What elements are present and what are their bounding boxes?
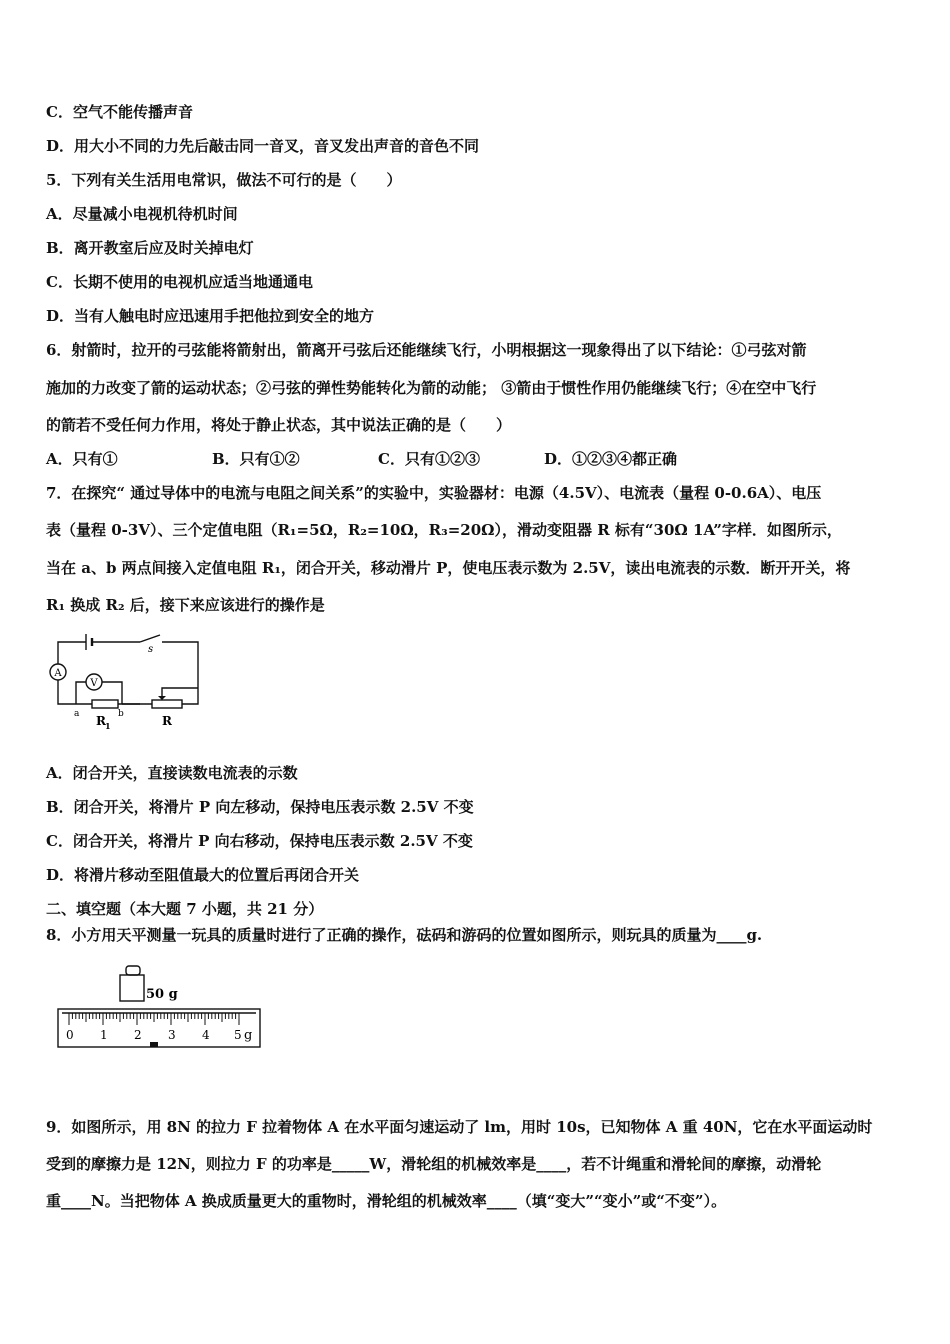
q7-stem-line4: R₁ 换成 R₂ 后，接下来应该进行的操作是 [46,596,325,614]
circuit-diagram [44,628,204,738]
q6-stem-line3: 的箭若不受任何力作用，将处于静止状态，其中说法正确的是（ ） [46,416,512,434]
tick-label-1: 1 [100,1028,108,1042]
weight-label: 50 g [146,987,178,1002]
ammeter-label: A [54,668,62,679]
q5-stem: 5．下列有关生活用电常识，做法不可行的是（ ） [46,171,402,189]
rheostat-body [152,700,182,708]
q9-stem-line2: 受到的摩擦力是 12N，则拉力 F 的功率是_____W，滑轮组的机械效率是____，若不计绳重和滑轮间的摩擦，动滑轮 [46,1155,822,1173]
q7-option-d: D．将滑片移动至阻值最大的位置后再闭合开关 [46,866,360,884]
voltmeter-label: V [90,678,98,689]
tick-label-0: 0 [66,1028,74,1042]
beam-outer [58,1009,260,1047]
q4-option-d: D．用大小不同的力先后敲击同一音叉，音叉发出声音的音色不同 [46,137,480,155]
q6-option-c: C．只有①②③ [378,450,480,468]
tick-label-5: 5 [234,1028,242,1042]
q6-option-b: B．只有①② [212,450,300,468]
tick-label-2: 2 [134,1028,142,1042]
point-b-label: b [118,709,124,719]
rheostat-label: R [162,714,172,728]
q7-stem-line1: 7．在探究“ 通过导体中的电流与电阻之间关系”的实验中，实验器材：电源（4.5V）、电流表（量程 0-0.6A）、电压 [46,484,822,502]
q7-option-a: A．闭合开关，直接读数电流表的示数 [46,764,298,782]
q6-stem-line2: 施加的力改变了箭的运动状态；②弓弦的弹性势能转化为箭的动能； ③箭由于惯性作用仍能继续飞行；④在空中飞行 [46,379,817,397]
wire-top-right [162,642,198,688]
switch-label: s [148,644,154,655]
weight-body [120,975,144,1001]
unit-label: g [244,1028,253,1043]
tick-marks [69,1013,239,1025]
q5-option-a: A．尽量减小电视机待机时间 [46,205,238,223]
point-a-label: a [74,709,80,719]
switch-blade [140,635,160,642]
q7-option-c: C．闭合开关，将滑片 P 向右移动，保持电压表示数 2.5V 不变 [46,832,473,850]
slider-wire [162,688,198,698]
balance-svg [52,962,264,1052]
q9-stem-line3: 重____N。当把物体 A 换成质量更大的重物时，滑轮组的机械效率____（填“变大”“变小”或“不变”）。 [46,1192,727,1210]
q6-option-a: A．只有① [46,450,118,468]
q7-stem-line2: 表（量程 0-3V）、三个定值电阻（R₁=5Ω，R₂=10Ω，R₃=20Ω），滑动变阻器 R 标有“30Ω 1A”字样．如图所示， [46,521,842,539]
balance-scale-figure [52,962,264,1052]
q5-option-d: D．当有人触电时应迅速用手把他拉到安全的地方 [46,307,375,325]
r1-subscript: 1 [105,721,111,731]
q9-stem-line1: 9．如图所示，用 8N 的拉力 F 拉着物体 A 在水平面匀速运动了 lm，用时 10s，已知物体 A 重 40N，它在水平面运动时 [46,1118,873,1136]
q7-stem-line3: 当在 a、b 两点间接入定值电阻 R₁，闭合开关，移动滑片 P，使电压表示数为 2.5V，读出电流表的示数．断开开关，将 [46,559,851,577]
wire-right-return [182,688,198,704]
q6-stem-line1: 6．射箭时，拉开的弓弦能将箭射出，箭离开弓弦后还能继续飞行，小明根据这一现象得出了以下结论：①弓弦对箭 [46,341,807,359]
q8-stem: 8．小方用天平测量一玩具的质量时进行了正确的操作，砝码和游码的位置如图所示，则玩具的质量为____g. [46,926,763,944]
r1-label: R [96,714,106,728]
q6-option-d: D．①②③④都正确 [544,450,678,468]
tick-label-4: 4 [202,1028,210,1042]
section-2-title: 二、填空题（本大题 7 小题，共 21 分） [46,900,324,918]
wire-top-left [58,642,86,664]
q5-option-c: C．长期不使用的电视机应适当地通通电 [46,273,313,291]
resistor-r1 [92,700,118,708]
circuit-svg [44,628,204,738]
q7-option-b: B．闭合开关，将滑片 P 向左移动，保持电压表示数 2.5V 不变 [46,798,474,816]
voltmeter-left-lead [76,682,86,704]
weight-knob [126,966,140,975]
q4-option-c: C．空气不能传播声音 [46,103,193,121]
tick-label-3: 3 [168,1028,176,1042]
q6-options [46,448,908,470]
q5-option-b: B．离开教室后应及时关掉电灯 [46,239,254,257]
rider-marker [150,1042,158,1047]
